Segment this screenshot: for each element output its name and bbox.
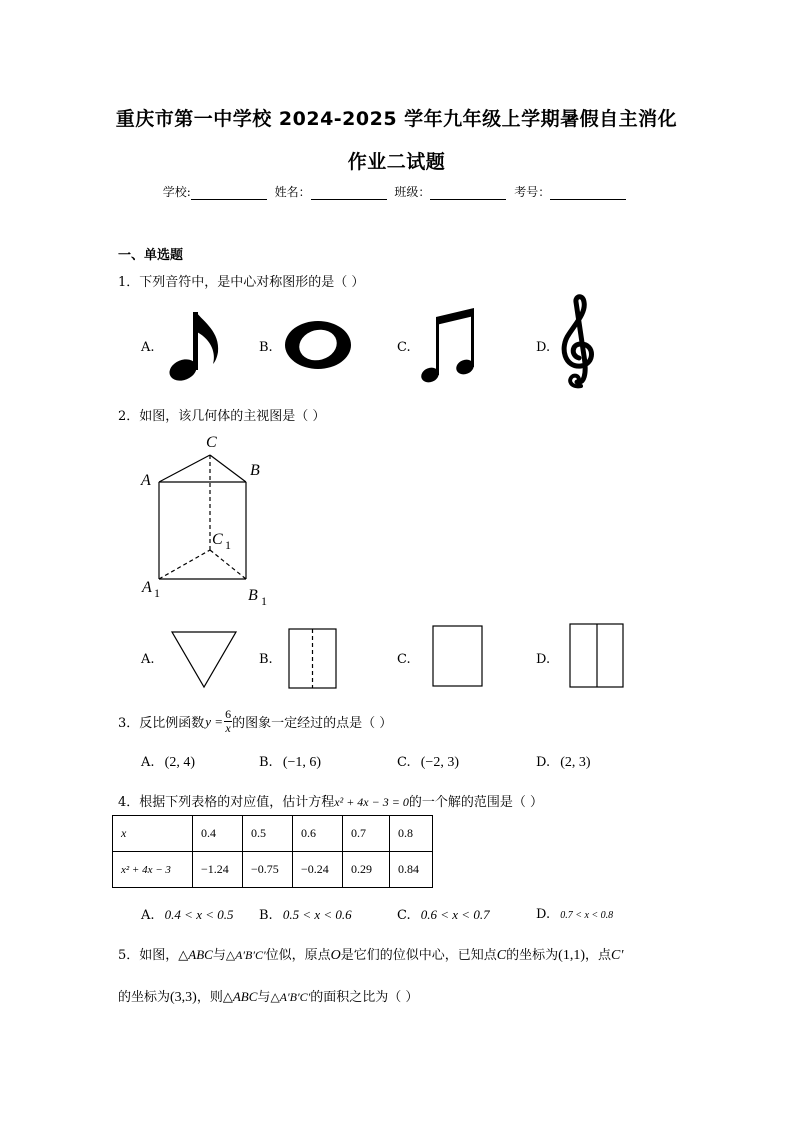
q3-option-b-value: (−1, 6) — [282, 755, 322, 770]
q3-fraction-denominator: x — [225, 721, 231, 735]
table-row — [113, 852, 433, 888]
triangular-prism-figure — [136, 434, 276, 610]
q3-option-d[interactable] — [536, 755, 591, 771]
q4-option-b[interactable] — [259, 907, 352, 923]
table-cell: 0.29 — [343, 852, 390, 888]
ring-icon — [282, 318, 354, 372]
table-row — [113, 816, 433, 852]
page-title-line-1: 重庆市第一中学校 2024-2025 学年九年级上学期暑假自主消化 — [115, 108, 678, 130]
vertex-c1-label: C — [212, 531, 223, 548]
q4-option-a-label: A. — [141, 908, 155, 923]
plain-rectangle-view — [432, 625, 484, 688]
q3-stem-pre: 3．反比例函数 — [118, 716, 205, 731]
page-title-line-2: 作业二试题 — [347, 151, 446, 173]
table-cell: 0.7 — [343, 816, 390, 852]
q1-option-b-label[interactable]: B. — [259, 340, 273, 355]
q5-coordinate-c-prime: (3,3) — [170, 990, 197, 1005]
vertex-a1-label: A — [142, 579, 152, 596]
q5-text: 的面积之比为（ ） — [310, 990, 419, 1005]
q3-stem-post: 的图象一定经过的点是（ ） — [232, 716, 393, 731]
vertex-a1-subscript: 1 — [154, 586, 160, 600]
q5-text: 是它们的位似中心，已知点 — [340, 948, 497, 963]
q3-fraction-numerator: 6 — [225, 707, 232, 721]
q2-stem: 2．如图，该几何体的主视图是（ ） — [118, 409, 326, 424]
q5-triangle-abc: △ABC — [222, 989, 258, 1004]
q4-option-d[interactable] — [536, 907, 613, 922]
q4-option-b-label: B. — [259, 908, 273, 923]
q4-stem-post: 的一个解的范围是（ ） — [408, 795, 543, 810]
q5-text: 的坐标为 — [506, 948, 559, 963]
q2-option-c-label[interactable]: C. — [397, 652, 411, 667]
q3-option-b-label: B. — [259, 755, 273, 770]
vertex-b1-subscript: 1 — [261, 594, 267, 608]
table-cell: −0.24 — [293, 852, 343, 888]
q5-coordinate-c: (1,1) — [558, 948, 585, 963]
vertex-a-label: A — [141, 472, 151, 489]
q5-text: ，则 — [196, 990, 223, 1005]
q3-function-y: y = — [205, 713, 224, 729]
q2-option-b-label[interactable]: B. — [259, 652, 273, 667]
q4-option-c-label: C. — [397, 908, 411, 923]
table-row-header-expression: x² + 4x − 3 — [113, 852, 193, 888]
name-label: 姓名： — [274, 185, 311, 199]
q5-triangle-abc-prime: △A′B′C′ — [225, 948, 266, 962]
prism-drawing — [136, 434, 276, 610]
q5-line-2 — [118, 986, 418, 1006]
table-cell: 0.5 — [243, 816, 293, 852]
student-info-line — [0, 183, 793, 200]
q5-point-o: O — [330, 948, 341, 963]
class-label: 班级： — [394, 185, 431, 199]
q4-equation: x² + 4x − 3 = 0 — [334, 795, 409, 809]
q1-stem: 1．下列音符中，是中心对称图形的是（ ） — [118, 275, 365, 290]
q5-text: 与 — [212, 948, 226, 963]
table-cell: 0.6 — [293, 816, 343, 852]
q5-text: ，点 — [584, 948, 611, 963]
q5-triangle-abc-prime: △A′B′C′ — [270, 990, 311, 1004]
q1-option-d-label[interactable]: D. — [536, 340, 551, 355]
exam-number-label: 考号： — [514, 185, 551, 199]
q1-option-c-label[interactable]: C. — [397, 340, 411, 355]
q4-option-a-value: 0.4 < x < 0.5 — [164, 907, 234, 922]
q4-option-d-value: 0.7 < x < 0.8 — [560, 910, 614, 921]
q3-option-a-label: A. — [141, 755, 155, 770]
q4-option-c[interactable] — [397, 907, 490, 923]
q4-stem-pre: 4．根据下列表格的对应值，估计方程 — [118, 795, 335, 810]
q4-option-c-value: 0.6 < x < 0.7 — [420, 907, 490, 922]
vertex-c1-subscript: 1 — [225, 538, 231, 552]
table-cell: 0.8 — [390, 816, 433, 852]
q3-option-c-value: (−2, 3) — [420, 755, 459, 770]
inverted-triangle-view — [170, 630, 238, 690]
treble-clef-icon — [557, 294, 603, 394]
q3-option-b[interactable] — [259, 755, 321, 771]
exam-number-blank[interactable] — [550, 187, 626, 200]
value-table — [112, 815, 433, 888]
q4-option-b-value: 0.5 < x < 0.6 — [282, 907, 352, 922]
q3-option-d-label: D. — [536, 755, 551, 770]
q3-fraction — [224, 708, 232, 735]
beamed-notes-icon — [418, 305, 480, 385]
q5-point-c-prime: C′ — [611, 948, 624, 963]
rectangle-dashed-line-view — [288, 628, 338, 690]
q5-triangle-abc: △ABC — [178, 947, 213, 962]
eighth-note-icon — [166, 308, 224, 384]
name-blank[interactable] — [311, 187, 387, 200]
table-cell: −1.24 — [193, 852, 243, 888]
q3-option-d-value: (2, 3) — [560, 755, 591, 770]
q5-line-1 — [118, 944, 623, 964]
q5-text: 与 — [257, 990, 271, 1005]
q4-option-d-label: D. — [536, 907, 551, 922]
q3-option-c-label: C. — [397, 755, 411, 770]
section-title: 一、单选题 — [118, 248, 184, 263]
q5-point-c: C — [496, 948, 507, 963]
school-blank[interactable] — [191, 187, 267, 200]
q3-option-c[interactable] — [397, 755, 459, 771]
vertex-c-label: C — [206, 434, 217, 451]
table-row-header-x: x — [113, 816, 193, 852]
q2-option-d-label[interactable]: D. — [536, 652, 551, 667]
q4-option-a[interactable] — [141, 907, 234, 923]
q1-option-a-label[interactable]: A. — [141, 340, 155, 355]
rectangle-solid-line-view — [569, 623, 625, 689]
q2-option-a-label[interactable]: A. — [141, 652, 155, 667]
table-cell: 0.84 — [390, 852, 433, 888]
q5-text: 5．如图， — [118, 948, 179, 963]
vertex-b1-label: B — [248, 587, 258, 604]
q3-stem — [118, 708, 392, 735]
q4-stem — [118, 791, 543, 810]
q5-text: 的坐标为 — [118, 990, 171, 1005]
table-cell: −0.75 — [243, 852, 293, 888]
q3-option-a-value: (2, 4) — [164, 755, 195, 770]
class-blank[interactable] — [430, 187, 506, 200]
table-cell: 0.4 — [193, 816, 243, 852]
school-label: 学校: — [162, 185, 191, 199]
q5-text: 位似，原点 — [265, 948, 331, 963]
q3-option-a[interactable] — [141, 755, 195, 771]
vertex-b-label: B — [250, 462, 260, 479]
